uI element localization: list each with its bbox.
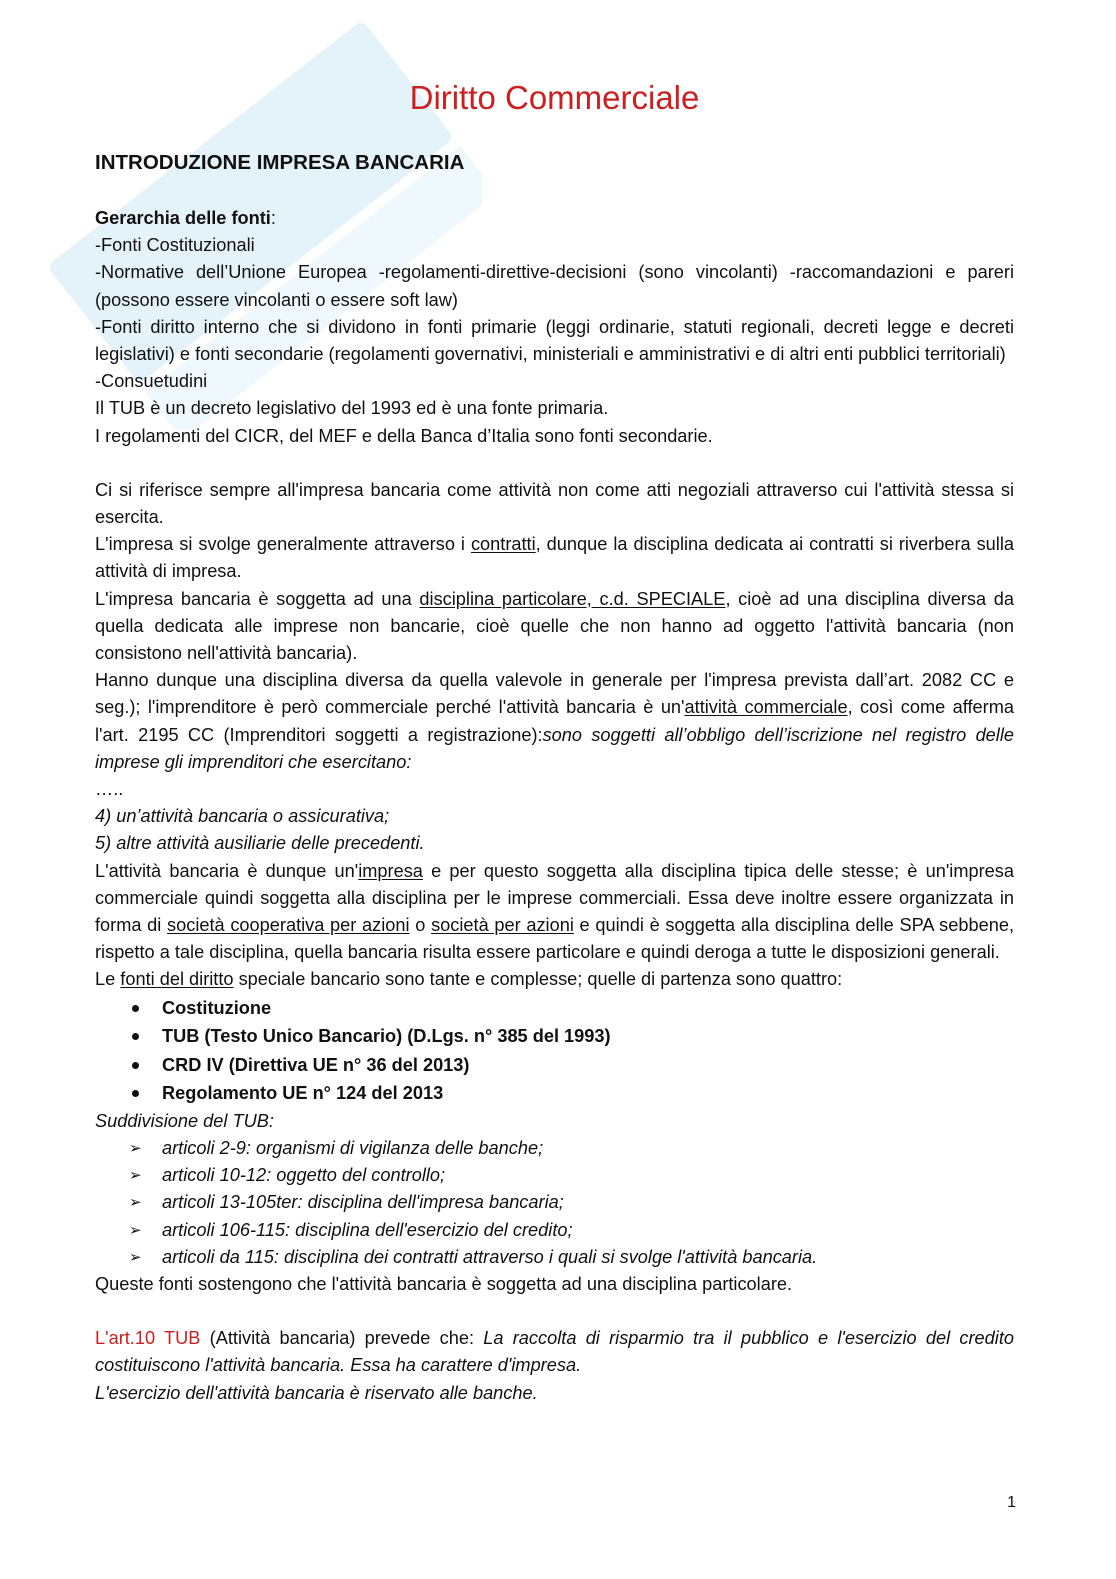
page-number: 1 <box>1007 1494 1016 1511</box>
subdivision-label: Suddivisione del TUB: <box>95 1110 274 1131</box>
bullet-item: TUB (Testo Unico Bancario) (D.Lgs. n° 385 del 1993) <box>95 1022 1014 1051</box>
document-body <box>95 205 1014 1407</box>
sources-item: Il TUB è un decreto legislativo del 1993 ed è una fonte primaria. <box>95 398 609 419</box>
ellipsis: ….. <box>95 779 124 800</box>
arrow-bullet-icon: ➢ <box>129 1248 142 1266</box>
arrow-bullet-icon: ➢ <box>129 1139 142 1157</box>
tub-subdivision-list <box>95 1135 1014 1271</box>
sources-item: -Fonti diritto interno che si dividono in fonti primarie (leggi ordinarie, statuti regionali, decreti legge e decreti legislativi) e fonti secondarie (regolamenti governativi, ministeriali e amministrativi e di altri enti pubblici territoriali) <box>95 316 1014 365</box>
bullet-item: Costituzione <box>95 994 1014 1023</box>
subdivision-item: ➢ articoli da 115: disciplina dei contratti attraverso i quali si svolge l'attività bancaria. <box>95 1244 1014 1271</box>
arrow-bullet-icon: ➢ <box>129 1221 142 1239</box>
subdivision-item: ➢ articoli 13-105ter: disciplina dell'impresa bancaria; <box>95 1189 1014 1216</box>
list-item-5: 5) altre attività ausiliarie delle precedenti. <box>95 833 425 854</box>
paragraph: Queste fonti sostengono che l'attività bancaria è soggetta ad una disciplina particolare. <box>95 1273 793 1294</box>
sources-item: -Fonti Costituzionali <box>95 235 255 256</box>
bullet-item: Regolamento UE n° 124 del 2013 <box>95 1079 1014 1108</box>
article-10-last: L'esercizio dell'attività bancaria è riservato alle banche. <box>95 1382 538 1403</box>
article-10-paragraph: L'art.10 TUB (Attività bancaria) prevede che: La raccolta di risparmio tra il pubblico e l'esercizio del credito costituiscono l'attività bancaria. Essa ha carattere d'impresa. <box>95 1328 1014 1376</box>
subdivision-item: ➢ articoli 2-9: organismi di vigilanza delle banche; <box>95 1135 1014 1162</box>
sources-item: I regolamenti del CICR, del MEF e della Banca d’Italia sono fonti secondarie. <box>95 425 713 446</box>
paragraph: L'impresa bancaria è soggetta ad una disciplina particolare, c.d. SPECIALE, cioè ad una disciplina diversa da quella dedicata alle imprese non bancarie, cioè quelle che non hanno ad oggetto l'attività bancaria (non consistono nell'attività bancaria). <box>95 588 1015 664</box>
paragraph: L'attività bancaria è dunque un'impresa e per questo soggetta alla disciplina tipica delle stesse; è un'impresa commerciale quindi soggetta alla disciplina per le imprese commerciali. Essa deve inoltre essere organizzata in forma di società cooperativa per azioni o società per azioni e quindi è soggetta alla disciplina delle SPA sebbene, rispetto a tale disciplina, quella bancaria risulta essere particolare e quindi deroga a tutte le disposizioni generali. <box>95 860 1015 963</box>
section-heading: INTRODUZIONE IMPRESA BANCARIA <box>95 151 465 174</box>
paragraph: Le fonti del diritto speciale bancario sono tante e complesse; quelle di partenza sono quattro: <box>95 969 843 990</box>
subdivision-item: ➢ articoli 10-12: oggetto del controllo; <box>95 1162 1014 1189</box>
sources-bullet-list <box>95 994 1014 1108</box>
article-reference: L'art.10 TUB <box>95 1328 201 1349</box>
sources-item: -Consuetudini <box>95 371 208 392</box>
paragraph: Ci si riferisce sempre all'impresa bancaria come attività non come atti negoziali attraverso cui l'attività stessa si esercita. <box>95 479 1014 528</box>
sources-label-line: Gerarchia delle fonti: <box>95 208 276 228</box>
sources-label: Gerarchia delle fonti <box>95 208 271 228</box>
sources-item: -Normative dell’Unione Europea -regolamenti-direttive-decisioni (sono vincolanti) -raccomandazioni e pareri (possono essere vincolanti o essere soft law) <box>95 262 1014 310</box>
document-title: Diritto Commerciale <box>409 79 700 116</box>
arrow-bullet-icon: ➢ <box>129 1167 142 1185</box>
list-item-4: 4) un’attività bancaria o assicurativa; <box>95 806 390 827</box>
subdivision-item: ➢ articoli 106-115: disciplina dell'esercizio del credito; <box>95 1217 1014 1244</box>
bullet-item: CRD IV (Direttiva UE n° 36 del 2013) <box>95 1051 1014 1080</box>
arrow-bullet-icon: ➢ <box>129 1194 142 1212</box>
paragraph: Hanno dunque una disciplina diversa da quella valevole in generale per l'impresa prevista dall’art. 2082 CC e seg.); l'imprenditore è però commerciale perché l'attività bancaria è un'attività commerciale, così come afferma l'art. 2195 CC (Imprenditori soggetti a registrazione):sono soggetti all’obbligo dell’iscrizione nel registro delle imprese gli imprenditori che esercitano: <box>95 670 1014 772</box>
paragraph: L'impresa si svolge generalmente attraverso i contratti, dunque la disciplina dedicata ai contratti si riverbera sulla attività di impresa. <box>95 534 1014 582</box>
